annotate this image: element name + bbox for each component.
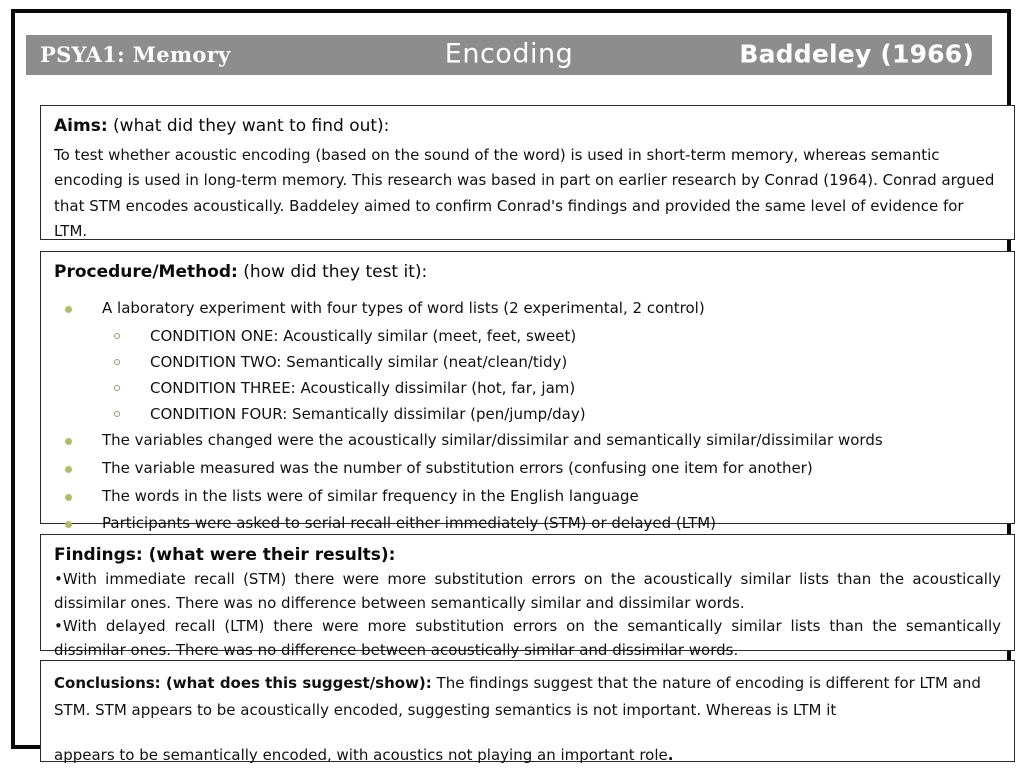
aims-body: To test whether acoustic encoding (based on the sound of the word) is used in short-term memory, whereas semantic encoding is used in long-term memory. This research was based in part on earlier research by Conrad (1964). Conrad argued that STM encodes acoustically. Baddeley aimed to confirm Conrad's findings and provided the same level of evidence for LTM. — [54, 145, 995, 241]
procedure-heading-bold: Procedure/Method: — [54, 262, 238, 282]
conclusions-content — [41, 661, 1014, 775]
condition-text: CONDITION FOUR: Semantically dissimilar (pen/jump/day) — [150, 404, 586, 423]
bullet-text: The variable measured was the number of substitution errors (confusing one item for another) — [102, 458, 813, 477]
procedure-heading — [54, 261, 1001, 284]
conclusions-tail-text: appears to be semantically encoded, with acoustics not playing an important role — [54, 746, 668, 764]
list-item — [102, 376, 1001, 402]
procedure-bullet-list-cont — [54, 428, 1001, 538]
list-item — [102, 402, 1001, 428]
list-item — [54, 456, 1001, 482]
conclusions-body: The findings suggest that the nature of encoding is different for LTM and STM. STM appears to be acoustically encoded, suggesting semantics is not important. Whereas is LTM it — [54, 674, 981, 719]
procedure-heading-rest: (how did they test it): — [237, 262, 428, 282]
bullet-circle-icon — [114, 385, 120, 391]
list-item — [54, 428, 1001, 454]
bullet-circle-icon — [114, 333, 120, 339]
bullet-text: A laboratory experiment with four types of word lists (2 experimental, 2 control) — [102, 298, 705, 317]
list-item — [102, 350, 1001, 376]
conclusions-paragraph — [54, 670, 1001, 724]
bullet-dot-icon — [65, 494, 72, 501]
bullet-circle-icon — [114, 411, 120, 417]
aims-heading-bold: Aims: — [54, 116, 108, 136]
conclusions-box — [40, 660, 1015, 762]
procedure-bullet-list — [54, 296, 1001, 322]
conclusions-heading-bold: Conclusions: (what does this suggest/show): — [54, 674, 432, 692]
bullet-text: The words in the lists were of similar frequency in the English language — [102, 486, 639, 505]
procedure-conditions-list — [102, 324, 1001, 428]
condition-text: CONDITION THREE: Acoustically dissimilar (hot, far, jam) — [150, 378, 576, 397]
procedure-content — [41, 252, 1014, 545]
bullet-dot-icon — [65, 306, 72, 313]
conditions-wrapper — [102, 324, 1001, 428]
conclusions-tail-period: . — [667, 746, 674, 764]
title-subject: PSYA1: Memory — [40, 42, 231, 67]
slide-content — [15, 13, 1007, 764]
findings-point: •With immediate recall (STM) there were more substitution errors on the acoustically similar lists than the acoustically dissimilar ones. There was no difference between semantically similar and dissimilar words. — [54, 569, 1001, 612]
conclusions-tail — [54, 742, 1001, 769]
slide-frame — [11, 9, 1011, 764]
procedure-box — [40, 251, 1015, 533]
title-topic: Encoding — [444, 38, 574, 70]
aims-content — [41, 106, 1014, 251]
list-item — [102, 324, 1001, 350]
bullet-circle-icon — [114, 359, 120, 365]
findings-heading — [54, 544, 1001, 567]
condition-text: CONDITION TWO: Semantically similar (neat/clean/tidy) — [150, 352, 568, 371]
findings-heading-text: Findings: (what were their results): — [54, 545, 396, 565]
bullet-dot-icon — [65, 521, 72, 528]
list-item — [54, 484, 1001, 510]
bullet-text: Participants were asked to serial recall either immediately (STM) or delayed (LTM) — [102, 514, 717, 533]
findings-box — [40, 534, 1015, 659]
aims-heading-rest: (what did they want to find out): — [107, 116, 390, 136]
aims-heading — [54, 115, 1001, 138]
bullet-dot-icon — [65, 438, 72, 445]
bullet-text: The variables changed were the acoustically similar/dissimilar and semantically similar/dissimilar words — [102, 430, 883, 449]
findings-point: •With delayed recall (LTM) there were more substitution errors on the semantically similar lists than the semantically dissimilar ones. There was no difference between acoustically similar and dissimilar words. — [54, 617, 1001, 659]
findings-content — [41, 535, 1014, 669]
condition-text: CONDITION ONE: Acoustically similar (meet, feet, sweet) — [150, 326, 577, 345]
list-item — [54, 296, 1001, 322]
title-study: Baddeley (1966) — [739, 39, 974, 69]
slide-title-bar — [26, 35, 992, 75]
bullet-dot-icon — [65, 466, 72, 473]
aims-box — [40, 105, 1015, 240]
